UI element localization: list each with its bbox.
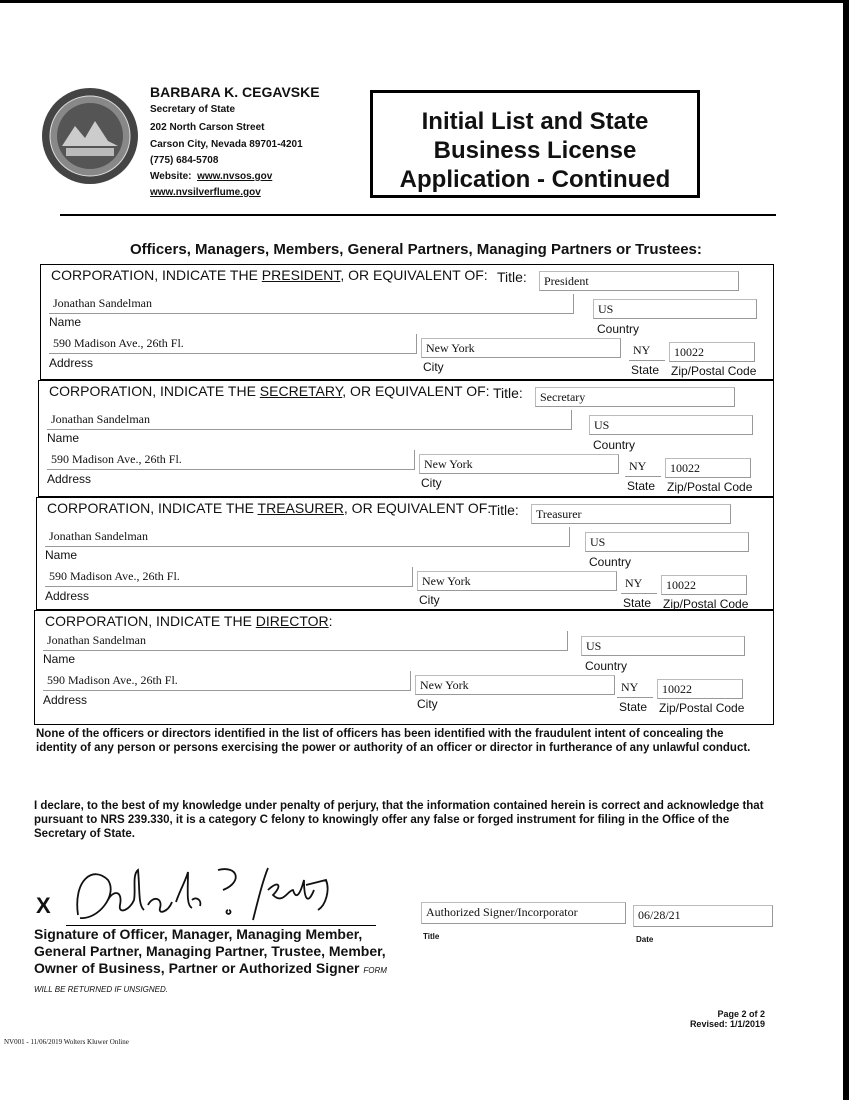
section-heading-prefix: CORPORATION, INDICATE THE [51,267,262,283]
website-link-2[interactable]: www.nvsilverflume.gov [150,187,261,198]
section-role: PRESIDENT [261,267,341,283]
section-heading [51,267,488,283]
section-heading-prefix: CORPORATION, INDICATE THE [47,500,258,516]
country-field[interactable]: US [581,636,745,656]
city-label: City [419,593,440,607]
form-title-box [370,90,700,198]
title-label: Title: [493,385,523,401]
country-field[interactable]: US [593,299,757,319]
website-row [150,171,272,182]
state-field[interactable]: NY [629,341,665,361]
form-title-line-3: Application - Continued [399,166,671,193]
name-label: Name [43,652,76,666]
name-label: Name [47,431,80,445]
zip-field[interactable]: 10022 [657,679,743,699]
statement-fraud: None of the officers or directors identified in the list of officers has been identified with the fraudulent intent of concealing the identity of any person or persons exercising the power or authority of an officer or director in furtherance of any unlawful conduct. [36,728,751,754]
zip-field[interactable]: 10022 [669,342,755,362]
title-label: Title: [489,502,519,518]
page-number: Page 2 of 2 [717,1009,765,1019]
zip-label: Zip/Postal Code [659,701,745,715]
scan-edge-right [843,0,849,1100]
address-label: Address [47,472,92,486]
officers-header: Officers, Managers, Members, General Partners, Managing Partners or Trustees: [130,241,702,258]
form-footer: NV001 - 11/06/2019 Wolters Kluwer Online [4,1038,129,1046]
state-field[interactable]: NY [617,678,653,698]
title-field[interactable]: Secretary [535,387,735,407]
form-title-line-1: Initial List and State [421,108,649,135]
website-label: Website: [150,171,192,182]
zip-field[interactable]: 10022 [661,575,747,595]
officer-section-treasurer [36,497,774,610]
section-role: TREASURER [257,500,344,516]
officer-section-president [40,264,774,380]
name-label: Name [45,548,78,562]
country-label: Country [589,555,632,569]
zip-label: Zip/Postal Code [663,597,749,611]
header-divider [60,214,776,216]
official-name: BARBARA K. CEGAVSKE [150,84,320,100]
section-heading-prefix: CORPORATION, INDICATE THE [45,613,256,629]
section-heading-suffix: : [328,613,333,629]
officer-section-director [34,610,774,725]
state-label: State [619,700,648,714]
section-heading [49,383,490,399]
country-field[interactable]: US [589,415,753,435]
form-title-line-2: Business License [433,137,637,164]
name-field[interactable]: Jonathan Sandelman [45,527,570,547]
title-field[interactable]: Treasurer [531,504,731,524]
city-label: City [421,476,442,490]
section-heading [45,613,333,629]
state-field[interactable]: NY [621,574,657,594]
city-field[interactable]: New York [417,571,617,591]
address-field[interactable]: 590 Madison Ave., 26th Fl. [47,450,415,470]
website-link-1[interactable]: www.nvsos.gov [197,171,273,182]
address-field[interactable]: 590 Madison Ave., 26th Fl. [49,334,417,354]
name-label: Name [49,315,82,329]
section-heading-suffix: , OR EQUIVALENT OF: [340,267,488,283]
zip-label: Zip/Postal Code [671,364,757,378]
country-field[interactable]: US [585,532,749,552]
country-label: Country [585,659,628,673]
name-field[interactable]: Jonathan Sandelman [43,631,568,651]
country-label: Country [593,438,636,452]
page-info [690,1009,765,1029]
state-field[interactable]: NY [625,457,661,477]
state-label: State [623,596,652,610]
city-label: City [423,360,444,374]
zip-label: Zip/Postal Code [667,480,753,494]
name-field[interactable]: Jonathan Sandelman [47,410,572,430]
date-field[interactable]: 06/28/21 [633,905,773,927]
section-heading [47,500,491,516]
signature-x-mark: X [36,893,51,918]
city-field[interactable]: New York [415,675,615,695]
address-line-1: 202 North Carson Street [150,122,265,133]
address-line-2: Carson City, Nevada 89701-4201 [150,139,303,150]
section-heading-prefix: CORPORATION, INDICATE THE [49,383,260,399]
address-label: Address [45,589,90,603]
address-field[interactable]: 590 Madison Ave., 26th Fl. [45,567,413,587]
signer-note: FORM WILL BE RETURNED IF UNSIGNED. [34,966,387,994]
date-label: Date [636,935,654,944]
signer-label [34,926,394,998]
title-label: Title: [497,269,527,285]
title-field[interactable]: President [539,271,739,291]
nevada-seal-icon [40,86,140,186]
address-label: Address [43,693,88,707]
official-title: Secretary of State [150,104,236,115]
signer-title-field[interactable]: Authorized Signer/Incorporator [421,902,626,924]
city-label: City [417,697,438,711]
revision-date: Revised: 1/1/2019 [689,1019,765,1029]
section-heading-suffix: , OR EQUIVALENT OF: [343,500,492,516]
scan-edge-top [0,0,849,3]
section-role: DIRECTOR [255,613,329,629]
city-field[interactable]: New York [419,454,619,474]
country-label: Country [597,322,640,336]
signer-title-label: Title [423,932,440,941]
address-field[interactable]: 590 Madison Ave., 26th Fl. [43,671,411,691]
address-label: Address [49,356,94,370]
section-heading-suffix: , OR EQUIVALENT OF: [342,383,490,399]
zip-field[interactable]: 10022 [665,458,751,478]
handwritten-signature [68,860,338,930]
signer-label-text: Signature of Officer, Manager, Managing Member, General Partner, Managing Partner, Trustee, Member, Owner of Business, Partner or Authorized Signer [34,926,386,976]
name-field[interactable]: Jonathan Sandelman [49,294,574,314]
officer-section-secretary [38,380,774,497]
phone: (775) 684-5708 [150,155,219,166]
state-label: State [627,479,656,493]
section-role: SECRETARY [259,383,343,399]
city-field[interactable]: New York [421,338,621,358]
state-label: State [631,363,660,377]
statement-perjury: I declare, to the best of my knowledge under penalty of perjury, that the information contained herein is correct and acknowledge that pursuant to NRS 239.330, it is a category C felony to knowingly offer any false or forged instrument for filing in the Office of the Secretary of State. [34,800,764,840]
